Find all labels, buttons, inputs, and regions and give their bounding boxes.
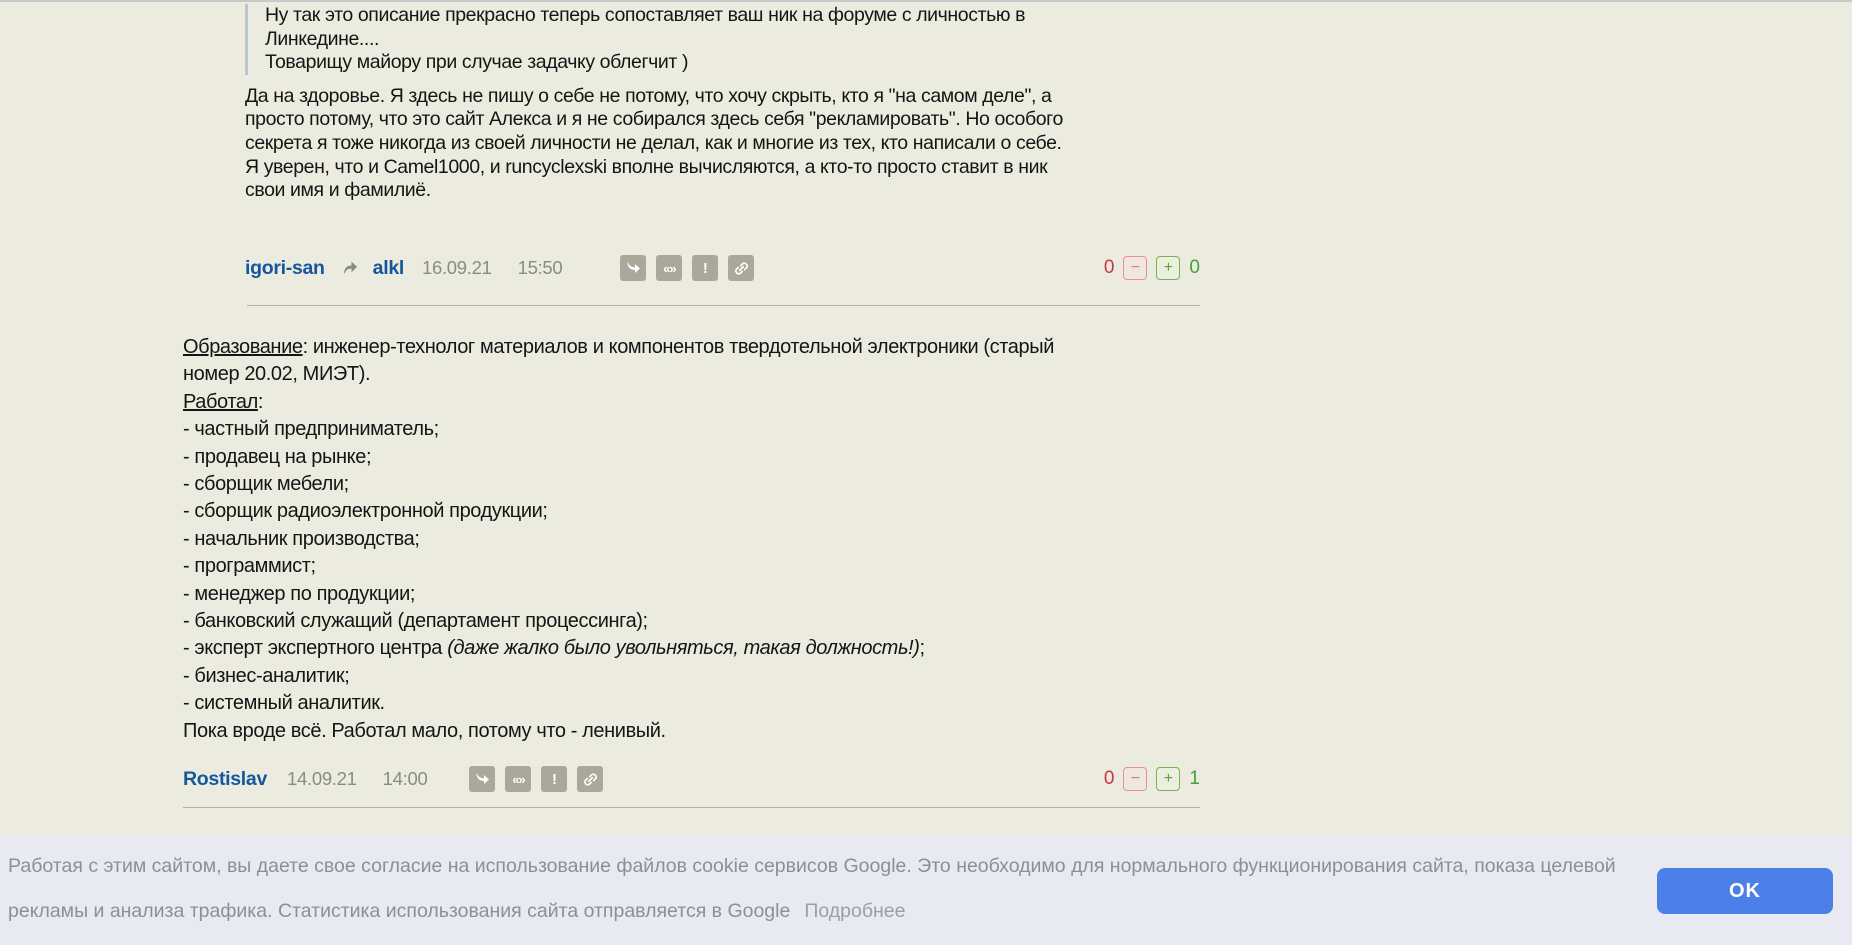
quote-line: Товарищу майору при случае задачку облегчит ) bbox=[265, 51, 689, 74]
comment-divider bbox=[183, 807, 1200, 808]
rating-widget bbox=[1104, 764, 1200, 794]
quote-icon: «» bbox=[663, 260, 676, 276]
education-line bbox=[183, 334, 1054, 361]
report-button[interactable] bbox=[692, 255, 718, 281]
cookie-text-line2 bbox=[8, 889, 1616, 934]
downvote-button[interactable]: − bbox=[1123, 256, 1147, 280]
report-button[interactable] bbox=[541, 766, 567, 792]
quote-button[interactable] bbox=[505, 766, 531, 792]
comment-time: 15:50 bbox=[517, 257, 563, 278]
downvote-count: 0 bbox=[1103, 768, 1115, 789]
job-item: - продавец на рынке; bbox=[183, 445, 372, 468]
comment-actions bbox=[620, 255, 754, 281]
body-line: секрета я тоже никогда из своей личности не делал, как и многие из тех, кто написали о себе. bbox=[245, 131, 1062, 154]
downvote-count: 0 bbox=[1103, 257, 1115, 278]
quote-line: Линкедине.... bbox=[265, 27, 379, 50]
comment-body bbox=[245, 85, 1063, 203]
job-item: - банковский служащий (департамент процессинга); bbox=[183, 610, 648, 633]
quote-button[interactable] bbox=[656, 255, 682, 281]
comment-igori-san bbox=[245, 4, 1063, 203]
work-colon: : bbox=[257, 390, 264, 413]
reply-target-link[interactable]: alkl bbox=[372, 256, 404, 279]
comment-date: 14.09.21 bbox=[287, 768, 357, 789]
cookie-text-line2-body: рекламы и анализа трафика. Статистика использования сайта отправляется в Google bbox=[8, 900, 791, 922]
closing-line: Пока вроде всё. Работал мало, потому что - ленивый. bbox=[183, 719, 666, 742]
body-line: Я уверен, что и Camel1000, и runcyclexski вполне вычисляются, а кто-то просто ставит в ник bbox=[245, 155, 1048, 178]
upvote-button[interactable]: + bbox=[1156, 767, 1180, 791]
permalink-button[interactable] bbox=[577, 766, 603, 792]
reply-icon bbox=[625, 260, 641, 276]
comment-footer-rostislav bbox=[183, 764, 1200, 794]
expert-pre: - эксперт экспертного центра bbox=[183, 637, 448, 660]
job-item: - бизнес-аналитик; bbox=[183, 664, 350, 687]
page-top-border bbox=[0, 0, 1852, 2]
upvote-button[interactable]: + bbox=[1156, 256, 1180, 280]
reply-button[interactable] bbox=[620, 255, 646, 281]
expert-italic: (даже жалко было увольняться, такая должность!) bbox=[447, 637, 920, 660]
downvote-button[interactable]: − bbox=[1123, 767, 1147, 791]
username-link[interactable]: igori-san bbox=[245, 256, 325, 279]
work-label: Работал bbox=[183, 390, 258, 413]
job-item: - начальник производства; bbox=[183, 527, 420, 550]
body-line: просто потому, что это сайт Алекса и я не собирался здесь себя "рекламировать". Но особого bbox=[245, 108, 1063, 131]
rating-widget bbox=[1104, 253, 1200, 283]
comment-divider bbox=[247, 305, 1200, 306]
report-icon: ! bbox=[702, 259, 708, 277]
body-line: Да на здоровье. Я здесь не пишу о себе не потому, что хочу скрыть, кто я "на самом деле", а bbox=[245, 84, 1052, 107]
quote-line: Ну так это описание прекрасно теперь сопоставляет ваш ник на форуме с личностью в bbox=[265, 4, 1026, 26]
quoted-message bbox=[245, 4, 1063, 75]
cookie-consent-banner bbox=[0, 835, 1852, 945]
upvote-count: 1 bbox=[1189, 768, 1200, 789]
cookie-consent-text bbox=[8, 844, 1616, 934]
job-item: - системный аналитик. bbox=[183, 692, 385, 715]
cookie-more-link[interactable]: Подробнее bbox=[804, 900, 906, 922]
comment-actions bbox=[469, 766, 603, 792]
work-heading bbox=[183, 389, 1054, 416]
reply-icon bbox=[474, 771, 490, 787]
cookie-ok-button[interactable]: OK bbox=[1657, 868, 1833, 914]
education-label: Образование bbox=[183, 336, 303, 358]
username-link[interactable]: Rostislav bbox=[183, 767, 268, 790]
education-line2: номер 20.02, МИЭТ). bbox=[183, 363, 371, 386]
job-item: - сборщик радиоэлектронной продукции; bbox=[183, 500, 548, 523]
cookie-text-line: Работая с этим сайтом, вы даете свое согласие на использование файлов cookie сервисов Google. Это необходимо для нормального функционирования сайта, показа целевой bbox=[8, 855, 1616, 877]
expert-post: ; bbox=[919, 637, 925, 660]
reply-direction-icon bbox=[341, 259, 359, 277]
reply-button[interactable] bbox=[469, 766, 495, 792]
permalink-button[interactable] bbox=[728, 255, 754, 281]
comment-footer-igori-san bbox=[245, 253, 1200, 283]
upvote-count: 0 bbox=[1189, 257, 1200, 278]
job-item: - сборщик мебели; bbox=[183, 473, 349, 496]
link-icon bbox=[733, 260, 750, 277]
job-item-expert bbox=[183, 635, 1054, 662]
comment-rostislav bbox=[183, 334, 1054, 745]
job-item: - программист; bbox=[183, 555, 316, 578]
comment-date: 16.09.21 bbox=[421, 257, 492, 278]
education-rest: : инженер-технолог материалов и компонентов твердотельной электроники (старый bbox=[302, 336, 1054, 358]
link-icon bbox=[582, 771, 599, 788]
body-line: свои имя и фамилиё. bbox=[245, 179, 431, 202]
quote-icon: «» bbox=[512, 771, 525, 787]
job-item: - частный предприниматель; bbox=[183, 418, 439, 441]
report-icon: ! bbox=[551, 770, 557, 788]
job-item: - менеджер по продукции; bbox=[183, 582, 415, 605]
comment-time: 14:00 bbox=[382, 768, 428, 789]
